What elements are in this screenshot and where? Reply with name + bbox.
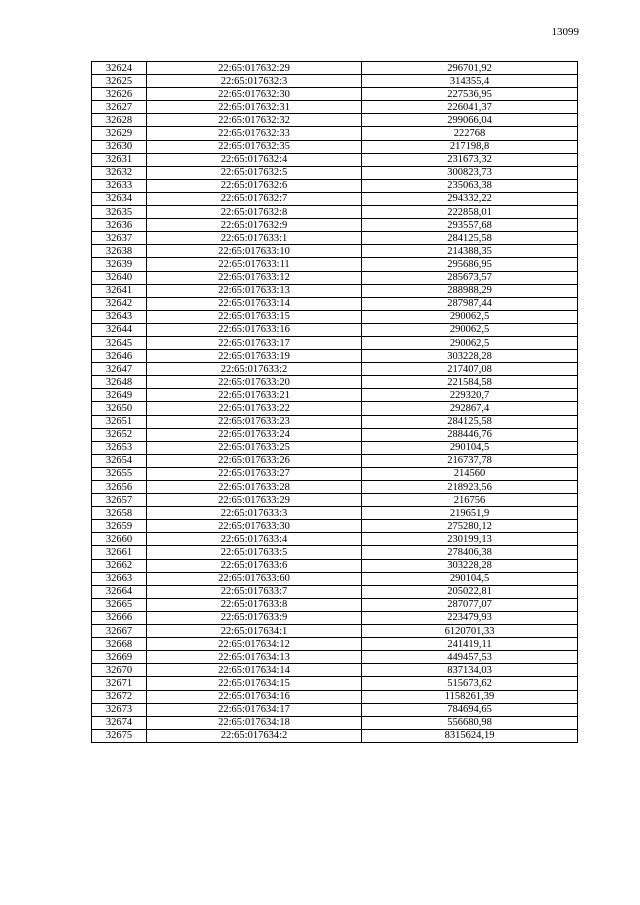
- table-row: [92, 140, 578, 153]
- table-row: [92, 651, 578, 664]
- row-number-cell: 32649: [92, 389, 147, 402]
- cadastral-value-cell: 235063,38: [362, 179, 578, 192]
- cadastral-number-cell: 22:65:017632:29: [147, 62, 362, 75]
- row-number-cell: 32636: [92, 219, 147, 232]
- row-number-cell: 32651: [92, 415, 147, 428]
- row-number-cell: 32648: [92, 376, 147, 389]
- cadastral-value-cell: 303228,28: [362, 559, 578, 572]
- cadastral-value-cell: 287077,07: [362, 598, 578, 611]
- cadastral-number-cell: 22:65:017633:14: [147, 297, 362, 310]
- row-number-cell: 32625: [92, 75, 147, 88]
- cadastral-number-cell: 22:65:017634:13: [147, 651, 362, 664]
- cadastral-value-cell: 216756: [362, 494, 578, 507]
- cadastral-number-cell: 22:65:017632:32: [147, 114, 362, 127]
- cadastral-number-cell: 22:65:017633:25: [147, 441, 362, 454]
- cadastral-value-cell: 216737,78: [362, 454, 578, 467]
- table-row: [92, 245, 578, 258]
- cadastral-value-cell: 284125,58: [362, 232, 578, 245]
- cadastral-number-cell: 22:65:017633:60: [147, 572, 362, 585]
- cadastral-value-cell: 837134,03: [362, 664, 578, 677]
- cadastral-value-cell: 294332,22: [362, 192, 578, 205]
- table-row: [92, 88, 578, 101]
- table-row: [92, 415, 578, 428]
- cadastral-number-cell: 22:65:017634:14: [147, 664, 362, 677]
- cadastral-number-cell: 22:65:017632:30: [147, 88, 362, 101]
- cadastral-value-cell: 290062,5: [362, 336, 578, 349]
- cadastral-value-cell: 288446,76: [362, 428, 578, 441]
- cadastral-number-cell: 22:65:017633:22: [147, 402, 362, 415]
- cadastral-number-cell: 22:65:017633:23: [147, 415, 362, 428]
- table-row: [92, 664, 578, 677]
- table-row: [92, 729, 578, 742]
- cadastral-value-cell: 227536,95: [362, 88, 578, 101]
- table-row: [92, 598, 578, 611]
- table-row: [92, 258, 578, 271]
- row-number-cell: 32641: [92, 284, 147, 297]
- cadastral-value-cell: 214560: [362, 467, 578, 480]
- cadastral-number-cell: 22:65:017634:17: [147, 703, 362, 716]
- cadastral-number-cell: 22:65:017633:7: [147, 585, 362, 598]
- cadastral-number-cell: 22:65:017633:1: [147, 232, 362, 245]
- row-number-cell: 32658: [92, 507, 147, 520]
- cadastral-number-cell: 22:65:017633:21: [147, 389, 362, 402]
- cadastral-value-cell: 295686,95: [362, 258, 578, 271]
- row-number-cell: 32671: [92, 677, 147, 690]
- cadastral-value-cell: 290062,5: [362, 310, 578, 323]
- table-row: [92, 494, 578, 507]
- table-row: [92, 559, 578, 572]
- cadastral-value-cell: 284125,58: [362, 415, 578, 428]
- cadastral-value-cell: 292867,4: [362, 402, 578, 415]
- cadastral-value-cell: 229320,7: [362, 389, 578, 402]
- cadastral-value-cell: 217198,8: [362, 140, 578, 153]
- cadastral-value-cell: 214388,35: [362, 245, 578, 258]
- cadastral-number-cell: 22:65:017633:9: [147, 611, 362, 624]
- row-number-cell: 32624: [92, 62, 147, 75]
- cadastral-number-cell: 22:65:017633:16: [147, 323, 362, 336]
- table-row: [92, 520, 578, 533]
- row-number-cell: 32643: [92, 310, 147, 323]
- cadastral-number-cell: 22:65:017633:12: [147, 271, 362, 284]
- row-number-cell: 32638: [92, 245, 147, 258]
- table-row: [92, 101, 578, 114]
- cadastral-value-cell: 1158261,39: [362, 690, 578, 703]
- table-row: [92, 323, 578, 336]
- row-number-cell: 32662: [92, 559, 147, 572]
- row-number-cell: 32639: [92, 258, 147, 271]
- cadastral-number-cell: 22:65:017633:6: [147, 559, 362, 572]
- cadastral-value-cell: 556680,98: [362, 716, 578, 729]
- cadastral-value-cell: 290062,5: [362, 323, 578, 336]
- table-row: [92, 402, 578, 415]
- table-row: [92, 206, 578, 219]
- row-number-cell: 32661: [92, 546, 147, 559]
- cadastral-value-cell: 296701,92: [362, 62, 578, 75]
- table-row: [92, 716, 578, 729]
- cadastral-value-cell: 314355,4: [362, 75, 578, 88]
- row-number-cell: 32665: [92, 598, 147, 611]
- row-number-cell: 32660: [92, 533, 147, 546]
- row-number-cell: 32673: [92, 703, 147, 716]
- cadastral-value-cell: 217407,08: [362, 363, 578, 376]
- row-number-cell: 32672: [92, 690, 147, 703]
- cadastral-number-cell: 22:65:017632:33: [147, 127, 362, 140]
- row-number-cell: 32657: [92, 494, 147, 507]
- cadastral-value-cell: 515673,62: [362, 677, 578, 690]
- table-row: [92, 376, 578, 389]
- table-row: [92, 546, 578, 559]
- row-number-cell: 32628: [92, 114, 147, 127]
- cadastral-number-cell: 22:65:017632:4: [147, 153, 362, 166]
- table-row: [92, 350, 578, 363]
- cadastral-number-cell: 22:65:017634:2: [147, 729, 362, 742]
- cadastral-value-cell: 226041,37: [362, 101, 578, 114]
- table-row: [92, 192, 578, 205]
- row-number-cell: 32627: [92, 101, 147, 114]
- cadastral-value-cell: 205022,81: [362, 585, 578, 598]
- cadastral-number-cell: 22:65:017633:17: [147, 336, 362, 349]
- row-number-cell: 32652: [92, 428, 147, 441]
- cadastral-value-cell: 231673,32: [362, 153, 578, 166]
- table-body: [92, 62, 578, 743]
- row-number-cell: 32663: [92, 572, 147, 585]
- table-row: [92, 179, 578, 192]
- cadastral-number-cell: 22:65:017632:8: [147, 206, 362, 219]
- table-row: [92, 585, 578, 598]
- cadastral-number-cell: 22:65:017633:29: [147, 494, 362, 507]
- table-row: [92, 75, 578, 88]
- table-row: [92, 297, 578, 310]
- table-row: [92, 467, 578, 480]
- row-number-cell: 32666: [92, 611, 147, 624]
- cadastral-value-cell: 285673,57: [362, 271, 578, 284]
- table-row: [92, 219, 578, 232]
- cadastral-value-cell: 288988,29: [362, 284, 578, 297]
- cadastral-number-cell: 22:65:017633:26: [147, 454, 362, 467]
- row-number-cell: 32632: [92, 166, 147, 179]
- row-number-cell: 32653: [92, 441, 147, 454]
- cadastral-value-cell: 449457,53: [362, 651, 578, 664]
- row-number-cell: 32640: [92, 271, 147, 284]
- row-number-cell: 32647: [92, 363, 147, 376]
- table-row: [92, 533, 578, 546]
- cadastral-value-cell: 218923,56: [362, 481, 578, 494]
- table-row: [92, 572, 578, 585]
- cadastral-value-cell: 222768: [362, 127, 578, 140]
- row-number-cell: 32634: [92, 192, 147, 205]
- row-number-cell: 32646: [92, 350, 147, 363]
- row-number-cell: 32659: [92, 520, 147, 533]
- cadastral-number-cell: 22:65:017633:11: [147, 258, 362, 271]
- cadastral-number-cell: 22:65:017633:19: [147, 350, 362, 363]
- cadastral-number-cell: 22:65:017632:35: [147, 140, 362, 153]
- row-number-cell: 32674: [92, 716, 147, 729]
- cadastral-number-cell: 22:65:017634:12: [147, 638, 362, 651]
- row-number-cell: 32642: [92, 297, 147, 310]
- cadastral-number-cell: 22:65:017633:30: [147, 520, 362, 533]
- row-number-cell: 32626: [92, 88, 147, 101]
- cadastral-number-cell: 22:65:017633:8: [147, 598, 362, 611]
- cadastral-number-cell: 22:65:017633:20: [147, 376, 362, 389]
- table-row: [92, 166, 578, 179]
- cadastral-number-cell: 22:65:017632:31: [147, 101, 362, 114]
- cadastral-value-cell: 219651,9: [362, 507, 578, 520]
- table-row: [92, 271, 578, 284]
- cadastral-value-cell: 784694,65: [362, 703, 578, 716]
- table-row: [92, 284, 578, 297]
- row-number-cell: 32631: [92, 153, 147, 166]
- cadastral-number-cell: 22:65:017634:18: [147, 716, 362, 729]
- cadastral-number-cell: 22:65:017633:2: [147, 363, 362, 376]
- cadastral-value-cell: 222858,01: [362, 206, 578, 219]
- row-number-cell: 32667: [92, 625, 147, 638]
- row-number-cell: 32645: [92, 336, 147, 349]
- cadastral-value-cell: 300823,73: [362, 166, 578, 179]
- table-row: [92, 127, 578, 140]
- table-row: [92, 389, 578, 402]
- row-number-cell: 32629: [92, 127, 147, 140]
- cadastral-number-cell: 22:65:017632:7: [147, 192, 362, 205]
- table-row: [92, 481, 578, 494]
- table-row: [92, 507, 578, 520]
- row-number-cell: 32650: [92, 402, 147, 415]
- table-row: [92, 114, 578, 127]
- cadastral-value-cell: 290104,5: [362, 441, 578, 454]
- row-number-cell: 32675: [92, 729, 147, 742]
- table-row: [92, 703, 578, 716]
- cadastral-number-cell: 22:65:017633:24: [147, 428, 362, 441]
- table-row: [92, 690, 578, 703]
- cadastral-value-cell: 8315624,19: [362, 729, 578, 742]
- cadastral-number-cell: 22:65:017632:3: [147, 75, 362, 88]
- table-row: [92, 62, 578, 75]
- cadastral-value-cell: 299066,04: [362, 114, 578, 127]
- table-row: [92, 336, 578, 349]
- cadastral-value-cell: 275280,12: [362, 520, 578, 533]
- cadastral-value-cell: 278406,38: [362, 546, 578, 559]
- cadastral-number-cell: 22:65:017633:5: [147, 546, 362, 559]
- cadastral-value-cell: 293557,68: [362, 219, 578, 232]
- row-number-cell: 32644: [92, 323, 147, 336]
- cadastral-number-cell: 22:65:017634:15: [147, 677, 362, 690]
- row-number-cell: 32669: [92, 651, 147, 664]
- cadastral-number-cell: 22:65:017633:13: [147, 284, 362, 297]
- row-number-cell: 32655: [92, 467, 147, 480]
- row-number-cell: 32664: [92, 585, 147, 598]
- table-row: [92, 625, 578, 638]
- cadastral-number-cell: 22:65:017633:28: [147, 481, 362, 494]
- table-row: [92, 441, 578, 454]
- cadastral-value-cell: 241419,11: [362, 638, 578, 651]
- cadastral-number-cell: 22:65:017633:3: [147, 507, 362, 520]
- cadastral-value-cell: 223479,93: [362, 611, 578, 624]
- row-number-cell: 32654: [92, 454, 147, 467]
- table-row: [92, 611, 578, 624]
- cadastral-value-cell: 230199,13: [362, 533, 578, 546]
- cadastral-number-cell: 22:65:017634:16: [147, 690, 362, 703]
- cadastral-number-cell: 22:65:017633:27: [147, 467, 362, 480]
- row-number-cell: 32670: [92, 664, 147, 677]
- table-row: [92, 677, 578, 690]
- cadastral-number-cell: 22:65:017633:10: [147, 245, 362, 258]
- row-number-cell: 32635: [92, 206, 147, 219]
- cadastral-number-cell: 22:65:017633:15: [147, 310, 362, 323]
- table-row: [92, 363, 578, 376]
- cadastral-value-cell: 290104,5: [362, 572, 578, 585]
- cadastral-value-cell: 6120701,33: [362, 625, 578, 638]
- row-number-cell: 32668: [92, 638, 147, 651]
- cadastral-number-cell: 22:65:017632:6: [147, 179, 362, 192]
- cadastral-value-table: [91, 61, 578, 743]
- row-number-cell: 32637: [92, 232, 147, 245]
- row-number-cell: 32656: [92, 481, 147, 494]
- table-row: [92, 232, 578, 245]
- table-row: [92, 310, 578, 323]
- cadastral-value-cell: 287987,44: [362, 297, 578, 310]
- row-number-cell: 32630: [92, 140, 147, 153]
- page-number: 13099: [551, 26, 579, 38]
- cadastral-number-cell: 22:65:017634:1: [147, 625, 362, 638]
- row-number-cell: 32633: [92, 179, 147, 192]
- table-row: [92, 454, 578, 467]
- table-row: [92, 638, 578, 651]
- cadastral-value-cell: 303228,28: [362, 350, 578, 363]
- cadastral-number-cell: 22:65:017632:9: [147, 219, 362, 232]
- cadastral-number-cell: 22:65:017633:4: [147, 533, 362, 546]
- table-row: [92, 153, 578, 166]
- cadastral-value-cell: 221584,58: [362, 376, 578, 389]
- table-row: [92, 428, 578, 441]
- cadastral-number-cell: 22:65:017632:5: [147, 166, 362, 179]
